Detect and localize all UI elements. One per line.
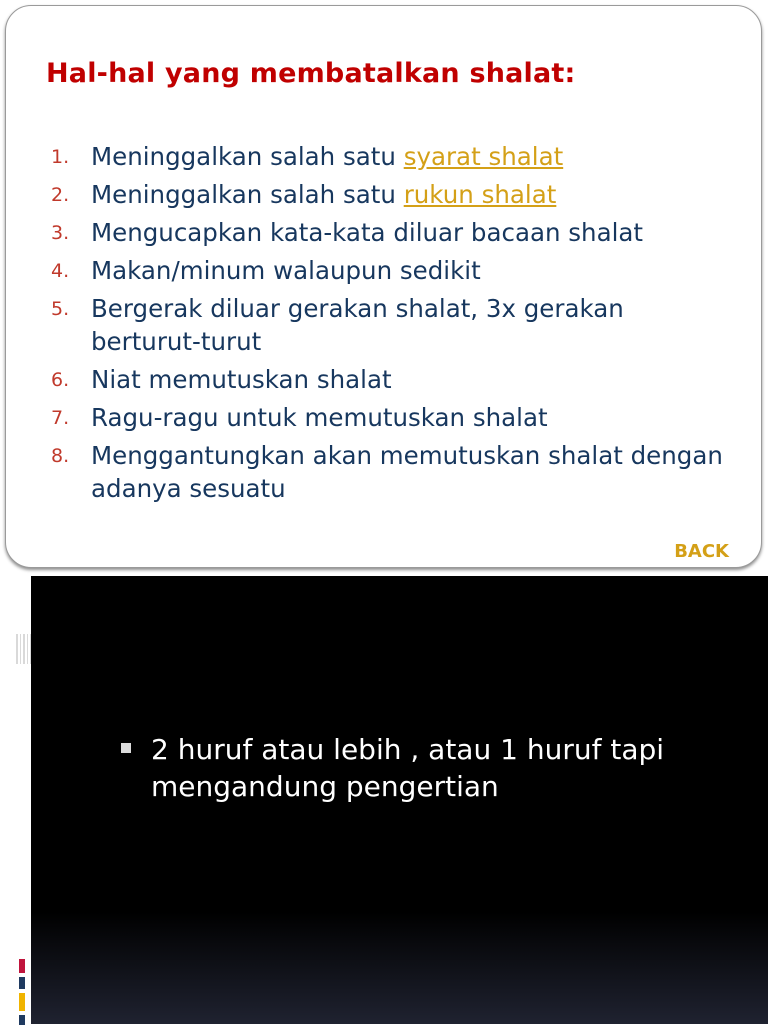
bullet-text: 2 huruf atau lebih , atau 1 huruf tapi mengandung pengertian — [151, 733, 665, 803]
list-item-text: Mengucapkan kata-kata diluar bacaan shalat — [91, 218, 644, 247]
square-bullet-icon — [121, 743, 131, 753]
list-number: 6. — [51, 369, 70, 391]
list-item — [46, 178, 736, 211]
list-number: 1. — [51, 146, 70, 168]
list-item-text: Makan/minum walaupun sedikit — [91, 256, 481, 285]
slide-content-card — [5, 5, 762, 568]
syarat-shalat-link[interactable]: syarat shalat — [403, 142, 564, 171]
list-item — [46, 254, 736, 287]
list-number: 7. — [51, 407, 70, 429]
decorative-color-strip — [19, 959, 27, 1024]
list-item — [46, 292, 736, 358]
list-number: 2. — [51, 184, 70, 206]
rukun-shalat-link[interactable]: rukun shalat — [403, 180, 557, 209]
list-item-text: Bergerak diluar gerakan shalat, 3x gerakan berturut-turut — [91, 294, 624, 356]
decorative-bars-icon — [16, 634, 32, 664]
dark-slide-panel — [31, 576, 768, 1024]
back-button[interactable]: BACK — [674, 541, 729, 562]
list-item — [46, 401, 736, 434]
slide-title: Hal-hal yang membatalkan shalat: — [46, 58, 576, 89]
list-number: 8. — [51, 445, 70, 467]
bullet-point — [121, 731, 761, 805]
list-number: 3. — [51, 222, 70, 244]
strip-segment-red — [19, 959, 25, 973]
list-number: 4. — [51, 260, 70, 282]
list-item — [46, 216, 736, 249]
list-item-text: Ragu-ragu untuk memutuskan shalat — [91, 403, 548, 432]
list-item-text: Niat memutuskan shalat — [91, 365, 392, 394]
invalidators-list — [46, 140, 736, 510]
list-item — [46, 140, 736, 173]
strip-segment-yellow — [19, 993, 25, 1011]
list-item-text: Meninggalkan salah satu — [91, 180, 404, 209]
list-item — [46, 439, 736, 505]
second-slide — [0, 576, 768, 1024]
list-number: 5. — [51, 298, 70, 320]
strip-segment-navy — [19, 977, 25, 989]
list-item-text: Menggantungkan akan memutuskan shalat dengan adanya sesuatu — [91, 441, 723, 503]
list-item — [46, 363, 736, 396]
list-item-text: Meninggalkan salah satu — [91, 142, 404, 171]
